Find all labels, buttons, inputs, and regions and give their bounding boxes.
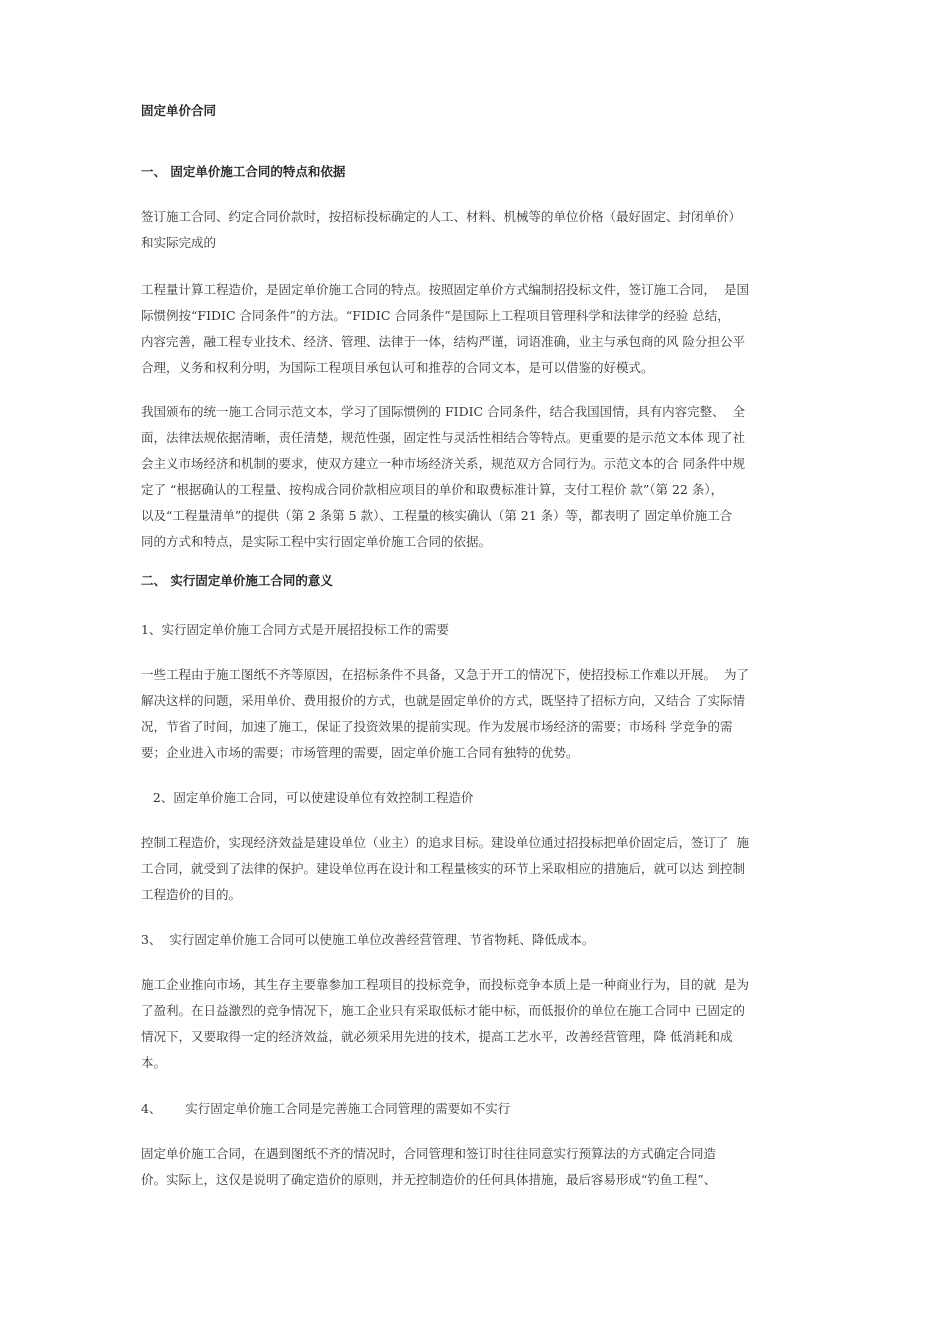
section-heading-2: 二、 实行固定单价施工合同的意义 [141,573,333,588]
subheading-1: 1、实行固定单价施工合同方式是开展招投标工作的需要 [141,622,449,637]
subheading-3: 3、 实行固定单价施工合同可以使施工单位改善经营管理、节省物耗、降低成本。 [141,932,595,947]
paragraph-6: 施工企业推向市场，其生存主要靠参加工程项目的投标竞争，而投标竞争本质上是一种商业行为，目的就 是为 了盈利。在日益激烈的竞争情况下，施工企业只有采取低标才能中标，而低报价的单位在施工合同中 已固定的 情况下，又要取得一定的经济效益，就必须采用先进的技术，提高工艺水平，改善经营管理，降 低消耗和成 本。 [141,977,749,1070]
paragraph-3: 我国颁布的统一施工合同示范文本，学习了国际惯例的 FIDIC 合同条件，结合我国国情，具有内容完整、 全 面，法律法规依据清晰，责任清楚，规范性强，固定性与灵活性相结合等特点。更重要的是示范文本体 现了社 会主义市场经济和机制的要求，使双方建立一种市场经济关系，规范双方合同行为。示范文本的合 同条件中规 定了 “根据确认的工程量、按构成合同价款相应项目的单价和取费标准计算，支付工程价 款”（第 22 条）， 以及“工程量清单”的提供（第 2 条第 5 款）、工程量的核实确认（第 21 条）等，都表明了 固定单价施工合 同的方式和特点，是实际工程中实行固定单价施工合同的依据。 [141,404,746,549]
paragraph-5: 控制工程造价，实现经济效益是建设单位（业主）的追求目标。建设单位通过招投标把单价固定后，签订了 施 工合同，就受到了法律的保护。建设单位再在设计和工程量核实的环节上采取相应的措施后，就可以达 到控制 工程造价的目的。 [141,835,749,902]
paragraph-2: 工程量计算工程造价，是固定单价施工合同的特点。按照固定单价方式编制招投标文件，签订施工合同， 是国 际惯例按“FIDIC 合同条件”的方法。“FIDIC 合同条件”是国际上工程项目管理科学和法律学的经验 总结， 内容完善，融工程专业技术、经济、管理、法律于一体，结构严谨，词语准确，业主与承包商的风 险分担公平 合理，义务和权利分明，为国际工程项目承包认可和推荐的合同文本，是可以借鉴的好模式。 [141,282,749,375]
document-title: 固定单价合同 [141,103,217,118]
paragraph-1: 签订施工合同、约定合同价款时，按招标投标确定的人工、材料、机械等的单位价格（最好固定、封闭单价） 和实际完成的 [141,209,742,250]
paragraph-7: 固定单价施工合同，在遇到图纸不齐的情况时，合同管理和签订时往往同意实行预算法的方式确定合同造 价。实际上，这仅是说明了确定造价的原则，并无控制造价的任何具体措施，最后容易形成“钓鱼工程”、 [141,1146,717,1187]
subheading-4: 4、 实行固定单价施工合同是完善施工合同管理的需要如不实行 [141,1101,511,1116]
subheading-2: 2、固定单价施工合同，可以使建设单位有效控制工程造价 [141,790,474,805]
paragraph-4: 一些工程由于施工图纸不齐等原因，在招标条件不具备，又急于开工的情况下，使招投标工作难以开展。 为了 解决这样的问题，采用单价、费用报价的方式，也就是固定单价的方式，既坚持了招标方向，又结合 了实际情 况，节省了时间，加速了施工，保证了投资效果的提前实现。作为发展市场经济的需要；市场科 学竞争的需 要；企业进入市场的需要；市场管理的需要，固定单价施工合同有独特的优势。 [141,667,749,760]
section-heading-1: 一、 固定单价施工合同的特点和依据 [141,164,346,179]
